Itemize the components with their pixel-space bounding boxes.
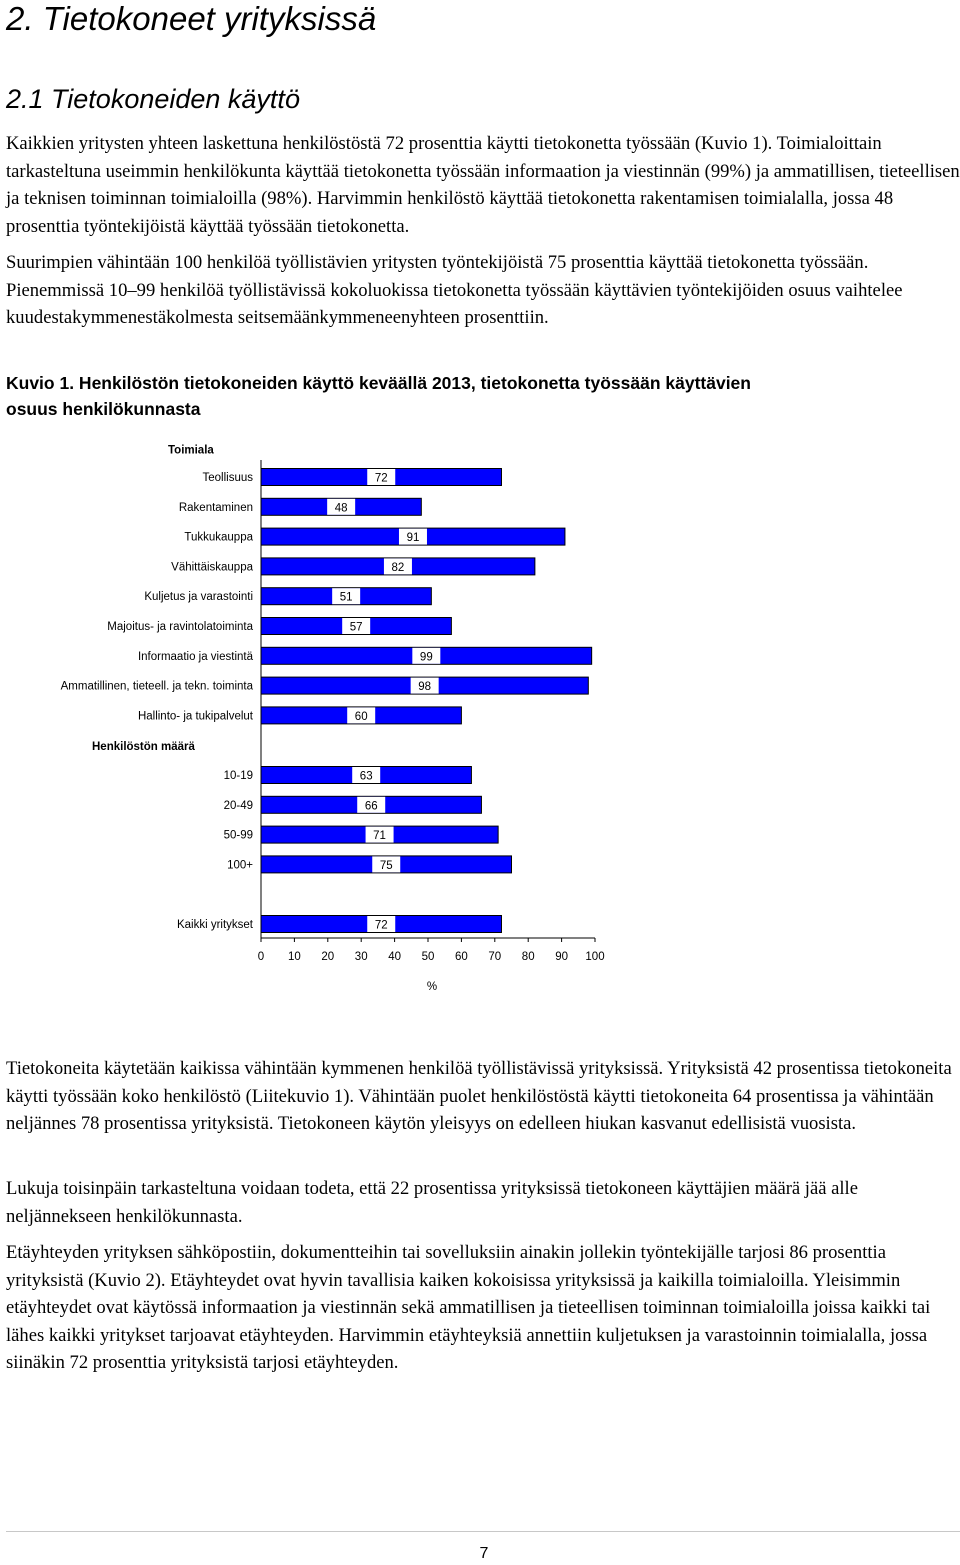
x-tick-label: 90 bbox=[555, 951, 568, 963]
category-label: Majoitus- ja ravintolatoiminta bbox=[107, 621, 253, 633]
x-tick-label: 100 bbox=[585, 951, 605, 963]
bar-chart bbox=[0, 430, 960, 1000]
category-label: 20-49 bbox=[223, 799, 253, 812]
group-header: Henkilöstön määrä bbox=[92, 741, 195, 754]
category-label: 100+ bbox=[227, 859, 253, 872]
data-label: 57 bbox=[349, 621, 363, 634]
data-label: 91 bbox=[406, 532, 420, 545]
x-tick-label: 40 bbox=[388, 951, 401, 963]
paragraph-usage: Tietokoneita käytetään kaikissa vähintään kymmenen henkilöä työllistävissä yrityksissä. Yrityksistä 42 prosentissa tietokoneita käytti työssään koko henkilöstö (Liitekuvio 1). Vähintään puolet henkilöstöstä käytti tietokoneita 64 prosentissa ja vähintään neljännes 78 prosentissa yrityksistä. Tietokoneen käytön yleisyys on edelleen hiukan kasvanut edellisistä vuosista. bbox=[6, 1058, 952, 1134]
data-label: 48 bbox=[334, 502, 348, 515]
paragraph-intro: Kaikkien yritysten yhteen laskettuna henkilöstöstä 72 prosenttia käytti tietokonetta työssään (Kuvio 1). Toimialoittain tarkasteltuna useimmin henkilökunta käyttää tietokonetta työssään informaation ja viestinnän (99%) ja ammatillisen, tieteellisen ja teknisen toiminnan toimialoilla (98%). Harvimmin henkilöstö käyttää tietokonetta rakentamisen toimialalla, jossa 48 prosenttia työntekijöistä käyttää työssään tietokonetta. bbox=[6, 133, 960, 237]
data-label: 72 bbox=[374, 472, 388, 485]
data-label: 66 bbox=[364, 800, 378, 813]
category-label: Kuljetus ja varastointi bbox=[144, 591, 253, 604]
data-label: 75 bbox=[379, 859, 393, 872]
bar-chart-svg bbox=[0, 430, 960, 1000]
category-label: 50-99 bbox=[223, 829, 253, 842]
category-label: Ammatillinen, tieteell. ja tekn. toiminta bbox=[60, 680, 253, 693]
x-tick-label: 50 bbox=[421, 951, 435, 963]
paragraph-company-size: Suurimpien vähintään 100 henkilöä työllistävien yritysten työntekijöistä 75 prosenttia käyttää tietokonetta työssään. Pienemmissä 10–99 henkilöä työllistävissä kokoluokissa tietokonetta työssään käyttävien työntekijöiden osuus vaihtelee kuudestakymmenestäkolmesta seitsemäänkymmeneenyhteen prosenttiin. bbox=[6, 252, 903, 328]
category-label: 10-19 bbox=[223, 770, 253, 782]
x-axis-label: % bbox=[426, 981, 438, 993]
figure-caption: Kuvio 1. Henkilöstön tietokoneiden käyttö keväällä 2013, tietokonetta työssään käyttävien osuus henkilökunnasta bbox=[6, 373, 751, 419]
group-header: Toimiala bbox=[168, 444, 214, 457]
page-number: 7 bbox=[479, 1545, 489, 1562]
category-label: Tukkukauppa bbox=[184, 531, 253, 544]
data-label: 60 bbox=[354, 710, 368, 723]
data-label: 71 bbox=[373, 830, 386, 843]
x-tick-label: 0 bbox=[257, 951, 265, 963]
x-tick-label: 80 bbox=[521, 951, 535, 963]
paragraph-remote-access: Etäyhteyden yrityksen sähköpostiin, dokumentteihin tai sovelluksiin ainakin jollekin työntekijälle tarjosi 86 prosenttia yrityksistä (Kuvio 2). Etäyhteydet ovat hyvin tavallisia kaiken kokoisissa yrityksissä ja kaikilla toimialoilla. Yleisimmin etäyhteydet ovat käytössä informaation ja viestinnän sekä ammatillisen ja tieteellisen toiminnan toimialoilla joissa kaikki tai lähes kaikki yritykset tarjoavat etäyhteyden. Harvimmin etäyhteyksiä annettiin kuljetuksen ja varastoinnin toimialalla, jossa siinäkin 72 prosenttia yrityksistä tarjosi etäyhteyden. bbox=[6, 1242, 931, 1373]
data-label: 82 bbox=[391, 561, 405, 574]
data-label: 72 bbox=[374, 919, 388, 932]
x-tick-label: 30 bbox=[354, 951, 368, 963]
paragraph-inverse: Lukuja toisinpäin tarkasteltuna voidaan todeta, että 22 prosentissa yrityksissä tietokoneen käyttäjien määrä jää alle neljännekseen henkilökunnasta. bbox=[6, 1178, 858, 1227]
category-label: Kaikki yritykset bbox=[176, 919, 253, 931]
x-tick-label: 20 bbox=[321, 951, 335, 963]
x-tick-label: 70 bbox=[488, 951, 502, 963]
footer-divider bbox=[6, 1531, 960, 1532]
category-label: Teollisuus bbox=[202, 472, 253, 484]
x-tick-label: 60 bbox=[455, 951, 468, 963]
chapter-heading: 2. Tietokoneet yrityksissä bbox=[6, 0, 377, 37]
data-label: 99 bbox=[419, 651, 433, 664]
category-label: Vähittäiskauppa bbox=[171, 561, 253, 574]
data-label: 51 bbox=[339, 591, 353, 604]
category-label: Hallinto- ja tukipalvelut bbox=[137, 710, 253, 723]
category-label: Rakentaminen bbox=[178, 501, 253, 514]
x-tick-label: 10 bbox=[288, 951, 301, 963]
data-label: 63 bbox=[359, 770, 373, 783]
data-label: 98 bbox=[418, 681, 432, 694]
section-heading: 2.1 Tietokoneiden käyttö bbox=[6, 84, 300, 114]
category-label: Informaatio ja viestintä bbox=[137, 650, 253, 663]
